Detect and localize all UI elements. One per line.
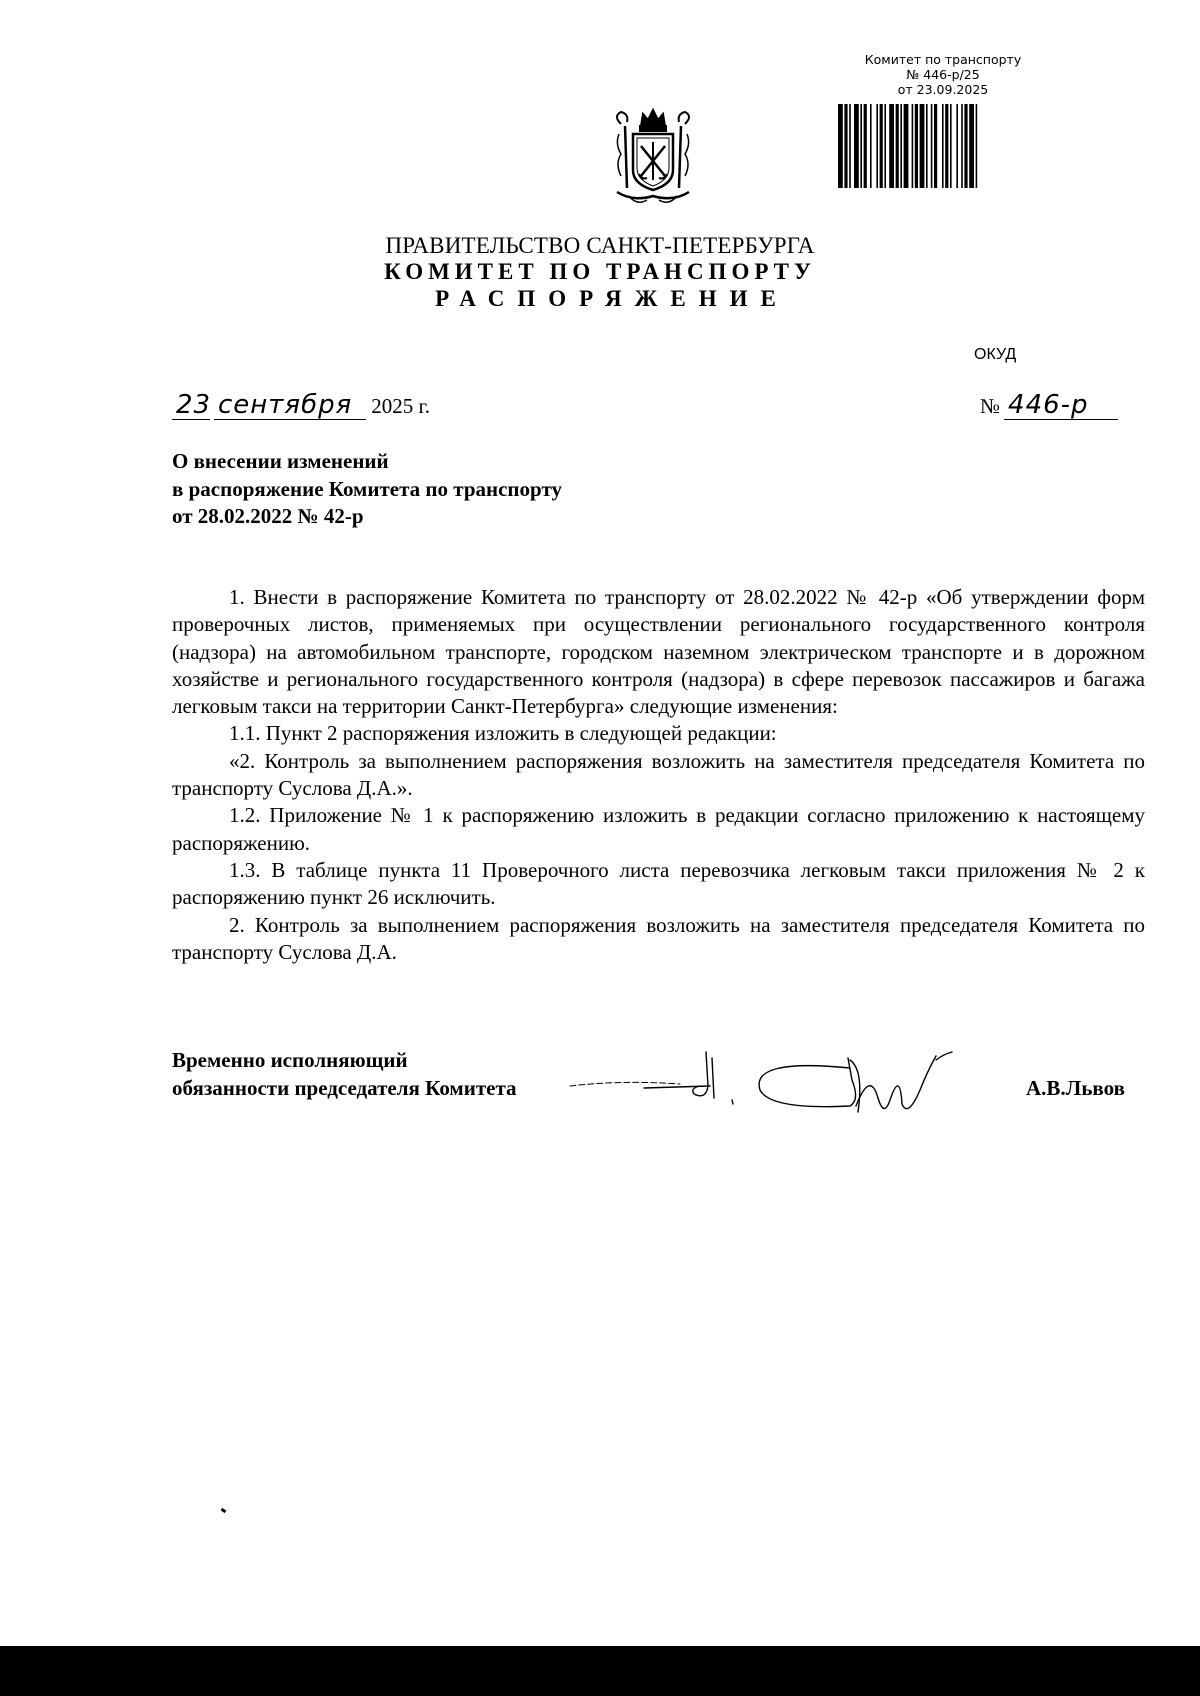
document-type-title: РАСПОРЯЖЕНИЕ <box>435 286 789 311</box>
number-value: 446-р <box>1004 391 1118 420</box>
paragraph-item-1: 1. Внести в распоряжение Комитета по транспорту от 28.02.2022 № 42-р «Об утверждении форм проверочных листов, применяемых при осуществлении регионального государственного контроля (надзора) на автомобильном транспорте, городском наземном электрическом транспорте и в дорожном хозяйстве и регионального государственного контроля (надзора) в сфере перевозок пассажиров и багажа легковым такси на территории Санкт-Петербурга» следующие изменения: <box>172 585 1145 719</box>
subject-line-2: в распоряжение Комитета по транспорту <box>172 476 562 501</box>
number-prefix: № <box>980 394 1001 418</box>
subject-line-3: от 28.02.2022 № 42-р <box>172 504 364 528</box>
scan-speck <box>221 1508 227 1513</box>
government-name: ПРАВИТЕЛЬСТВО САНКТ-ПЕТЕРБУРГА <box>385 233 815 258</box>
stamp-date: от 23.09.2025 <box>897 82 989 97</box>
paragraph-item-1-2: 1.2. Приложение № 1 к распоряжению изложить в редакции согласно приложению к настоящему распоряжению. <box>172 803 1145 855</box>
signature-position <box>172 1046 517 1102</box>
paragraph-item-1-1: 1.1. Пункт 2 распоряжения изложить в следующей редакции: <box>229 721 777 746</box>
okud-label: ОКУД <box>974 346 1017 363</box>
handwritten-signature-icon <box>560 1040 1030 1130</box>
paragraph-item-1-3: 1.3. В таблице пункта 11 Проверочного листа перевозчика легковым такси приложения № 2 к распоряжению пункт 26 исключить. <box>172 857 1145 910</box>
document-subject <box>172 448 562 531</box>
barcode-icon <box>838 104 1048 188</box>
document-number <box>980 388 1118 424</box>
paragraph-item-2: 2. Контроль за выполнением распоряжения возложить на заместителя председателя Комитета по транспорту Суслова Д.А. <box>172 912 1145 964</box>
position-line-2: обязанности председателя Комитета <box>172 1076 517 1100</box>
position-line-1: Временно исполняющий <box>172 1048 408 1072</box>
document-body <box>172 584 1145 966</box>
scan-bottom-edge <box>0 1646 1200 1696</box>
saint-petersburg-coat-of-arms-icon <box>603 104 703 208</box>
stamp-organization: Комитет по транспорту <box>864 52 1022 67</box>
document-date <box>172 388 430 424</box>
committee-name: КОМИТЕТ ПО ТРАНСПОРТУ <box>384 259 816 284</box>
subject-line-1: О внесении изменений <box>172 449 389 473</box>
signer-name: А.В.Львов <box>1026 1076 1125 1100</box>
date-year: 2025 г. <box>371 394 430 418</box>
date-month: сентября <box>214 391 366 420</box>
date-day: 23 <box>172 391 210 420</box>
paragraph-quote-2: «2. Контроль за выполнением распоряжения возложить на заместителя председателя Комитета по транспорту Суслова Д.А.». <box>172 748 1145 801</box>
stamp-number: № 446-р/25 <box>906 67 980 82</box>
registration-stamp <box>838 52 1048 97</box>
